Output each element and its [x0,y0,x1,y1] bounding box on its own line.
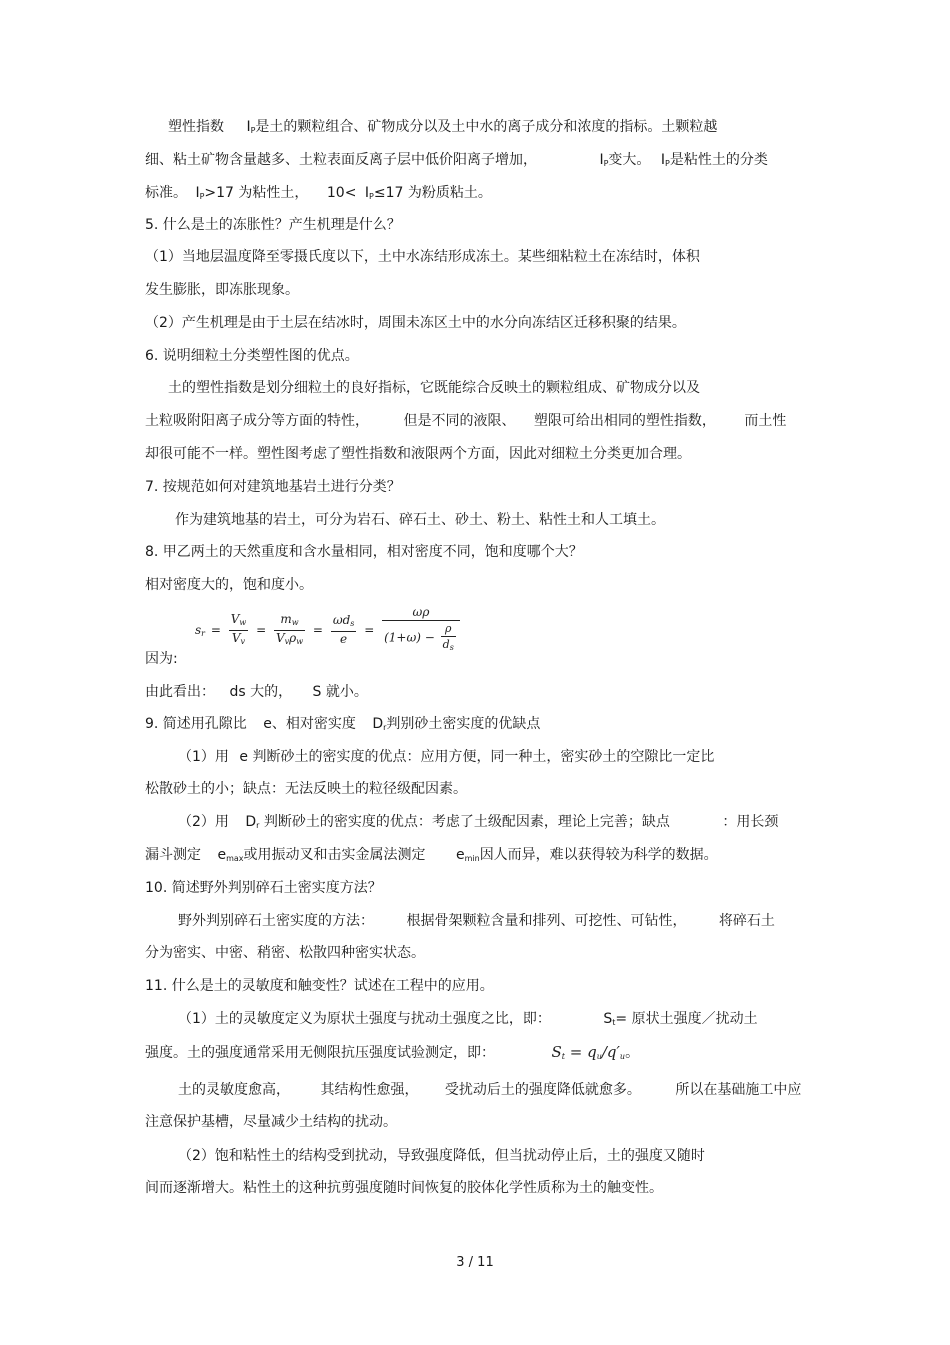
answer-line: 发生膨胀，即冻胀现象。 [145,282,299,298]
text-segment: 9. 简述用孔隙比 [145,716,247,732]
answer-line: 作为建筑地基的岩土，可分为岩石、碎石土、砂土、粉土、粘性土和人工填土。 [175,512,665,528]
answer-line [178,748,714,766]
answer-line: 相对密度大的，饱和度小。 [145,577,313,593]
text-segment: 是粘性土的分类 [669,152,768,168]
answer-line: （2）产生机理是由于土层在结冰时，周围未冻区土中的水分向冻结区迁移积聚的结果。 [145,315,686,331]
text-segment: 判别砂土密实度的优缺点 [386,716,541,732]
text-segment: 土的灵敏度愈高， [178,1082,290,1098]
text-segment: 野外判别碎石土密实度的方法： [178,913,374,929]
answer-line [145,1043,639,1066]
answer-line: 间而逐渐增大。粘性土的这种抗剪强度随时间恢复的胶体化学性质称为土的触变性。 [145,1180,663,1196]
text-segment: 因人而异，难以获得较为科学的数据。 [479,847,718,863]
text-segment: e、相对密实度 [263,716,356,732]
text-segment: ≤17 为粉质粘土。 [373,185,492,201]
question-7: 7. 按规范如何对建筑地基岩土进行分类？ [145,479,401,495]
answer-line: （2）用 $D_r$ 判断砂土的密实度的优点：考虑了土级配因素，理论上完善；缺点 ：用长颈 [178,814,779,830]
text-segment: 受扰动后土的强度降低就愈多。 [444,1082,641,1098]
text-segment: e 判断砂土的密实度的优点：应用方便，同一种土，密实砂土的空隙比一定比 [239,749,715,765]
ip-symbol: $I_P$ [195,185,205,201]
answer-line: 分为密实、中密、稍密、松散四种密实状态。 [145,945,425,961]
ip-symbol: $I_P$ [364,185,374,201]
answer-line: 漏斗测定 $e_{max}$或用振动叉和击实金属法测定 $e_{min}$因人而异，难以获得较为科学的数据。 [145,847,718,863]
answer-line: 注意保护基槽，尽量减少土结构的扰动。 [145,1114,397,1130]
text-segment: 所以在基础施工中应 [675,1082,802,1098]
text-segment: 将碎石土 [718,913,775,929]
text-segment: S 就小。 [312,684,368,700]
answer-line [145,683,368,701]
text-segment: 塑限可给出相同的塑性指数， [533,413,716,429]
text-segment: ：用长颈 [722,814,779,830]
ip-symbol: $I_P$ [599,152,609,168]
saturation-formula: $s_r$ = $\frac{V_w}{V_v}$ = $\frac{m_w}{V_v\rho_w}$ = $\frac{\omega d_s}{e}$ = ωρ (1+ω) − $\frac{\rho}{d_s}$ [195,605,462,655]
text-segment: （1）土的灵敏度定义为原状土强度与扰动土强度之比，即： [178,1011,551,1027]
formula-fraction: $\frac{V_w}{V_v}$ [230,611,247,646]
question-11: 11. 什么是土的灵敏度和触变性？试述在工程中的应用。 [145,978,494,994]
text-line [145,184,492,206]
text-segment: （1）用 [178,749,229,765]
text-line [168,118,717,140]
text-segment: 变大。 [608,152,651,168]
text-segment: 。 [625,1045,640,1061]
text-segment: 根据骨架颗粒含量和排列、可挖性、可钻性， [406,913,687,929]
text-segment: 由此看出： [145,684,215,700]
text-segment: 标准。 [145,185,187,201]
text-segment: 是土的颗粒组合、矿物成分以及土中水的离子成分和浓度的指标。土颗粒越 [255,119,718,135]
question-5: 5. 什么是土的冻胀性？产生机理是什么？ [145,217,401,233]
text-segment: 强度。土的强度通常采用无侧限抗压强度试验测定，即： [145,1045,495,1061]
text-segment: 判断砂土的密实度的优点：考虑了土级配因素，理论上完善；缺点 [263,814,670,830]
question-6: 6. 说明细粒土分类塑性图的优点。 [145,348,359,364]
answer-line [178,1081,801,1099]
text-segment: 10< [326,185,357,201]
answer-line: 因为: [145,651,178,667]
ip-symbol: $I_P$ [660,152,670,168]
page-number: 3 / 11 [456,1255,494,1270]
formula-symbol: $s_r$ [195,622,205,638]
text-segment: 漏斗测定 [145,847,201,863]
formula-fraction: $\frac{m_w}{V_v\rho_w}$ [275,611,304,646]
text-segment: D [372,716,384,732]
text-segment: （2）用 [178,814,229,830]
answer-line: （2）饱和粘性土的结构受到扰动，导致强度降低，但当扰动停止后，土的强度又随时 [178,1148,705,1164]
formula-fraction: $\frac{\omega d_s}{e}$ [332,613,355,646]
text-segment: 而土性 [744,413,787,429]
text-segment: = 原状土强度／扰动土 [615,1011,758,1027]
sensitivity-formula: $S_t = q_u/q'_u$ [551,1043,626,1061]
question-10: 10. 简述野外判别碎石土密实度方法？ [145,880,382,896]
text-segment: 但是不同的液限、 [403,413,516,429]
answer-line: 却很可能不一样。塑性图考虑了塑性指数和液限两个方面，因此对细粒土分类更加合理。 [145,446,691,462]
text-segment: ds 大的， [229,684,293,700]
answer-line: （1）当地层温度降至零摄氏度以下，土中水冻结形成冻土。某些细粘粒土在冻结时，体积 [145,249,700,265]
ip-symbol: $I_P$ [246,119,256,135]
answer-line: 松散砂土的小；缺点：无法反映土的粒径级配因素。 [145,781,467,797]
answer-line [178,912,775,930]
answer-line: 土的塑性指数是划分细粒土的良好指标，它既能综合反映土的颗粒组成、矿物成分以及 [168,380,700,396]
question-8: 8. 甲乙两土的天然重度和含水量相同，相对密度不同，饱和度哪个大？ [145,544,583,560]
text-segment: 细、粘土矿物含量越多、土粒表面反离子层中低价阳离子增加， [145,152,537,168]
text-line [145,151,768,173]
text-segment: 其结构性愈强， [320,1082,419,1098]
text-segment: 土粒吸附阳离子成分等方面的特性， [145,413,369,429]
answer-line [145,412,786,430]
text-segment: 或用振动叉和击实金属法测定 [243,847,426,863]
answer-line: （1）土的灵敏度定义为原状土强度与扰动土强度之比，即： $S_t=$ 原状土强度／扰动土 [178,1011,758,1027]
text-segment: 塑性指数 [168,119,224,135]
text-segment: >17 为粘性土， [204,185,309,201]
formula-fraction: ωρ (1+ω) − $\frac{\rho}{d_s}$ [382,605,460,655]
question-9: 9. 简述用孔隙比 e、相对密实度 $D_r$判别砂土密实度的优缺点 [145,716,541,732]
